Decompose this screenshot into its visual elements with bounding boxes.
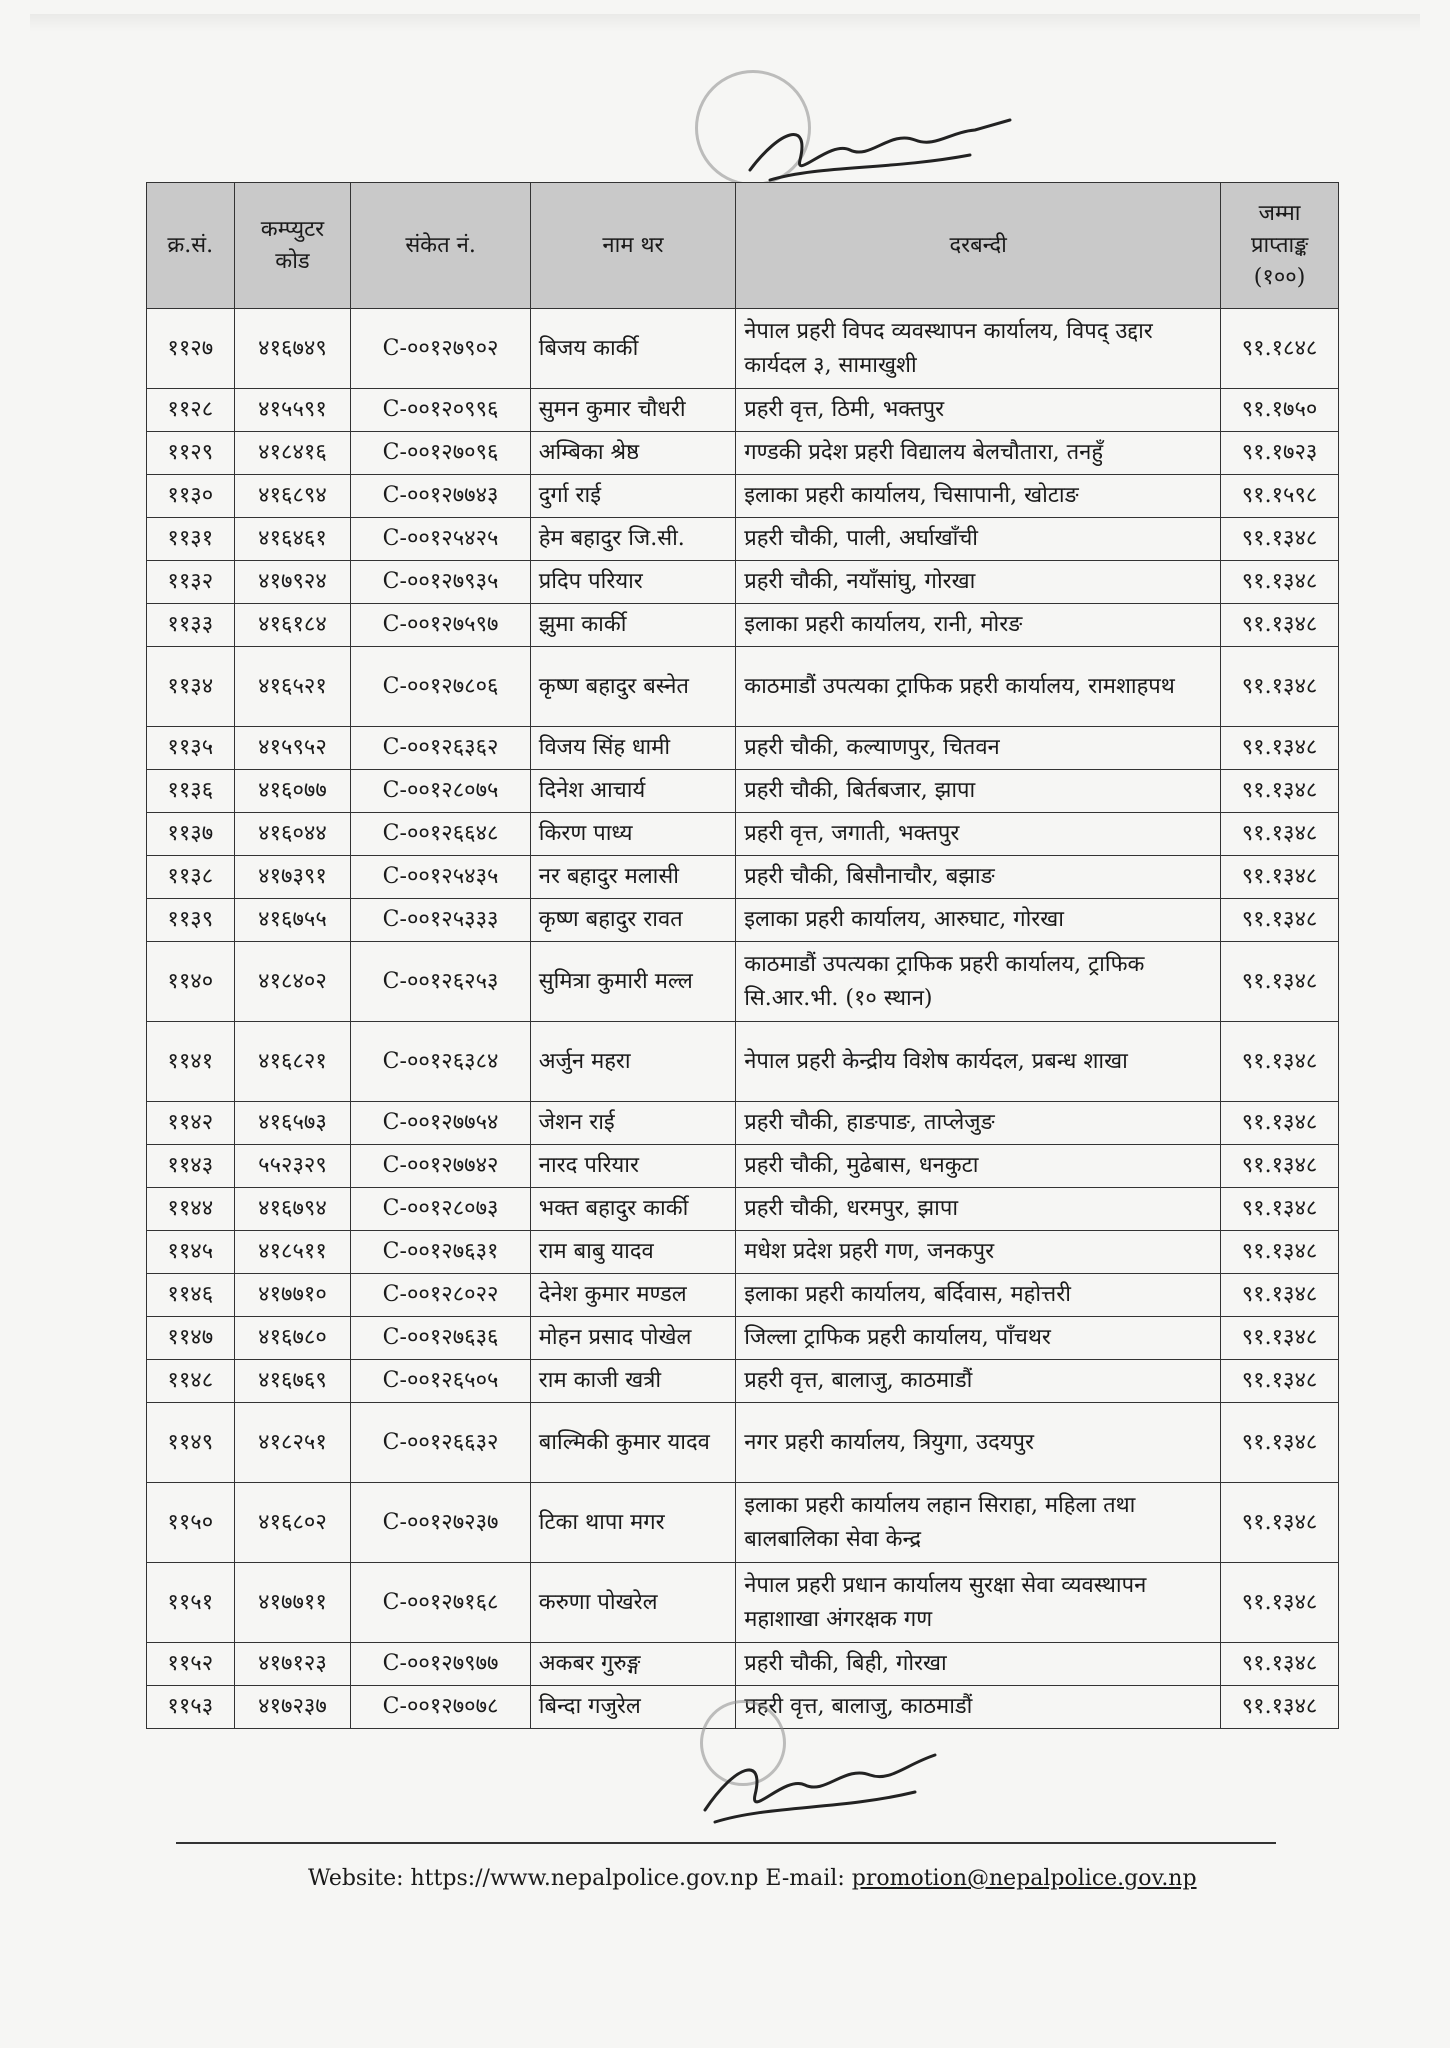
cell-full-name: बिन्दा गजुरेल bbox=[530, 1686, 735, 1729]
cell-total-score: ९१.१३४८ bbox=[1221, 1145, 1339, 1188]
header-posting: दरबन्दी bbox=[736, 183, 1221, 309]
footer-contact bbox=[308, 1866, 1197, 1891]
cell-full-name: प्रदिप परियार bbox=[530, 561, 735, 604]
cell-computer-code: ४१७१२३ bbox=[234, 1643, 351, 1686]
cell-posting: मधेश प्रदेश प्रहरी गण, जनकपुर bbox=[736, 1231, 1221, 1274]
cell-full-name: हेम बहादुर जि.सी. bbox=[530, 518, 735, 561]
cell-serial-number: ११३८ bbox=[147, 856, 235, 899]
table-row bbox=[147, 518, 1339, 561]
table-row bbox=[147, 727, 1339, 770]
footer-email-link[interactable]: promotion@nepalpolice.gov.np bbox=[851, 1866, 1197, 1891]
table-row bbox=[147, 309, 1339, 389]
cell-full-name: टिका थापा मगर bbox=[530, 1483, 735, 1563]
cell-roll-number: C-००१२७८०६ bbox=[351, 647, 530, 727]
cell-posting: नेपाल प्रहरी प्रधान कार्यालय सुरक्षा सेवा व्यवस्थापन महाशाखा अंगरक्षक गण bbox=[736, 1563, 1221, 1643]
cell-total-score: ९१.१७२३ bbox=[1221, 432, 1339, 475]
cell-computer-code: ४१६०४४ bbox=[234, 813, 351, 856]
table-row bbox=[147, 1317, 1339, 1360]
signature-top bbox=[740, 110, 1020, 190]
cell-full-name: राम बाबु यादव bbox=[530, 1231, 735, 1274]
cell-computer-code: ४१७७११ bbox=[234, 1563, 351, 1643]
cell-serial-number: ११३४ bbox=[147, 647, 235, 727]
signature-bottom bbox=[690, 1740, 950, 1830]
cell-total-score: ९१.१७५० bbox=[1221, 389, 1339, 432]
table-row bbox=[147, 1188, 1339, 1231]
cell-roll-number: C-००१२०९९६ bbox=[351, 389, 530, 432]
cell-computer-code: ४१६८०२ bbox=[234, 1483, 351, 1563]
cell-full-name: राम काजी खत्री bbox=[530, 1360, 735, 1403]
cell-computer-code: ४१८४०२ bbox=[234, 942, 351, 1022]
cell-full-name: दुर्गा राई bbox=[530, 475, 735, 518]
cell-total-score: ९१.१३४८ bbox=[1221, 727, 1339, 770]
cell-full-name: जेशन राई bbox=[530, 1102, 735, 1145]
cell-posting: गण्डकी प्रदेश प्रहरी विद्यालय बेलचौतारा, तनहुँ bbox=[736, 432, 1221, 475]
table-row bbox=[147, 770, 1339, 813]
cell-serial-number: ११५२ bbox=[147, 1643, 235, 1686]
cell-computer-code: ४१७७१० bbox=[234, 1274, 351, 1317]
cell-roll-number: C-००१२६६३२ bbox=[351, 1403, 530, 1483]
cell-full-name: विजय सिंह धामी bbox=[530, 727, 735, 770]
cell-computer-code: ४१६८९४ bbox=[234, 475, 351, 518]
cell-serial-number: ११३७ bbox=[147, 813, 235, 856]
cell-computer-code: ४१६७८० bbox=[234, 1317, 351, 1360]
table-row bbox=[147, 475, 1339, 518]
cell-full-name: नारद परियार bbox=[530, 1145, 735, 1188]
cell-posting: प्रहरी चौकी, बिही, गोरखा bbox=[736, 1643, 1221, 1686]
cell-roll-number: C-००१२५४२५ bbox=[351, 518, 530, 561]
cell-total-score: ९१.१३४८ bbox=[1221, 1686, 1339, 1729]
cell-serial-number: ११३१ bbox=[147, 518, 235, 561]
cell-roll-number: C-००१२६२५३ bbox=[351, 942, 530, 1022]
cell-posting: प्रहरी चौकी, धरमपुर, झापा bbox=[736, 1188, 1221, 1231]
cell-posting: प्रहरी चौकी, बिसौनाचौर, बझाङ bbox=[736, 856, 1221, 899]
cell-total-score: ९१.१३४८ bbox=[1221, 647, 1339, 727]
cell-roll-number: C-००१२७९०२ bbox=[351, 309, 530, 389]
cell-serial-number: ११४० bbox=[147, 942, 235, 1022]
cell-serial-number: ११४२ bbox=[147, 1102, 235, 1145]
cell-computer-code: ५५२३२९ bbox=[234, 1145, 351, 1188]
cell-total-score: ९१.१३४८ bbox=[1221, 518, 1339, 561]
header-roll-number: संकेत नं. bbox=[351, 183, 530, 309]
cell-computer-code: ४१८२५१ bbox=[234, 1403, 351, 1483]
cell-posting: नेपाल प्रहरी केन्द्रीय विशेष कार्यदल, प्रबन्ध शाखा bbox=[736, 1022, 1221, 1102]
table-row bbox=[147, 604, 1339, 647]
cell-serial-number: ११४७ bbox=[147, 1317, 235, 1360]
cell-roll-number: C-००१२७९३५ bbox=[351, 561, 530, 604]
cell-posting: इलाका प्रहरी कार्यालय लहान सिराहा, महिला तथा बालबालिका सेवा केन्द्र bbox=[736, 1483, 1221, 1563]
cell-roll-number: C-००१२८०७५ bbox=[351, 770, 530, 813]
cell-total-score: ९१.१५९८ bbox=[1221, 475, 1339, 518]
table-row bbox=[147, 856, 1339, 899]
cell-total-score: ९१.१३४८ bbox=[1221, 942, 1339, 1022]
cell-full-name: अर्जुन महरा bbox=[530, 1022, 735, 1102]
cell-total-score: ९१.१३४८ bbox=[1221, 604, 1339, 647]
cell-posting: इलाका प्रहरी कार्यालय, आरुघाट, गोरखा bbox=[736, 899, 1221, 942]
cell-computer-code: ४१६७५५ bbox=[234, 899, 351, 942]
cell-total-score: ९१.१३४८ bbox=[1221, 899, 1339, 942]
scan-edge bbox=[30, 14, 1420, 32]
cell-posting: प्रहरी चौकी, कल्याणपुर, चितवन bbox=[736, 727, 1221, 770]
cell-roll-number: C-००१२५३३३ bbox=[351, 899, 530, 942]
cell-roll-number: C-००१२६५०५ bbox=[351, 1360, 530, 1403]
cell-serial-number: ११४५ bbox=[147, 1231, 235, 1274]
cell-posting: काठमाडौं उपत्यका ट्राफिक प्रहरी कार्यालय, रामशाहपथ bbox=[736, 647, 1221, 727]
cell-computer-code: ४१५९५२ bbox=[234, 727, 351, 770]
cell-roll-number: C-००१२७७४२ bbox=[351, 1145, 530, 1188]
cell-serial-number: ११३९ bbox=[147, 899, 235, 942]
cell-posting: इलाका प्रहरी कार्यालय, रानी, मोरङ bbox=[736, 604, 1221, 647]
cell-total-score: ९१.१३४८ bbox=[1221, 1403, 1339, 1483]
cell-total-score: ९१.१३४८ bbox=[1221, 1188, 1339, 1231]
header-computer-code: कम्प्युटर कोड bbox=[234, 183, 351, 309]
cell-computer-code: ४१८४१६ bbox=[234, 432, 351, 475]
cell-total-score: ९१.१३४८ bbox=[1221, 856, 1339, 899]
header-full-name: नाम थर bbox=[530, 183, 735, 309]
cell-computer-code: ४१८५११ bbox=[234, 1231, 351, 1274]
cell-full-name: मोहन प्रसाद पोखेल bbox=[530, 1317, 735, 1360]
cell-posting: प्रहरी चौकी, हाङपाङ, ताप्लेजुङ bbox=[736, 1102, 1221, 1145]
table-row bbox=[147, 1360, 1339, 1403]
table-row bbox=[147, 1145, 1339, 1188]
cell-posting: प्रहरी वृत्त, जगाती, भक्तपुर bbox=[736, 813, 1221, 856]
cell-roll-number: C-००१२७७५४ bbox=[351, 1102, 530, 1145]
cell-full-name: बाल्मिकी कुमार यादव bbox=[530, 1403, 735, 1483]
cell-serial-number: ११२८ bbox=[147, 389, 235, 432]
cell-full-name: कृष्ण बहादुर रावत bbox=[530, 899, 735, 942]
cell-full-name: झुमा कार्की bbox=[530, 604, 735, 647]
table-row bbox=[147, 1231, 1339, 1274]
cell-total-score: ९१.१३४८ bbox=[1221, 1022, 1339, 1102]
footer-divider bbox=[176, 1842, 1276, 1844]
cell-full-name: नर बहादुर मलासी bbox=[530, 856, 735, 899]
cell-full-name: देनेश कुमार मण्डल bbox=[530, 1274, 735, 1317]
cell-computer-code: ४१६४६१ bbox=[234, 518, 351, 561]
cell-roll-number: C-००१२७५९७ bbox=[351, 604, 530, 647]
cell-roll-number: C-००१२६६४८ bbox=[351, 813, 530, 856]
cell-posting: नगर प्रहरी कार्यालय, त्रियुगा, उदयपुर bbox=[736, 1403, 1221, 1483]
cell-roll-number: C-००१२७२३७ bbox=[351, 1483, 530, 1563]
cell-computer-code: ४१६८२१ bbox=[234, 1022, 351, 1102]
cell-total-score: ९१.१८४८ bbox=[1221, 309, 1339, 389]
footer-website-label: Website: https://www.nepalpolice.gov.np E-mail: bbox=[308, 1866, 845, 1891]
cell-full-name: बिजय कार्की bbox=[530, 309, 735, 389]
cell-computer-code: ४१५५९१ bbox=[234, 389, 351, 432]
cell-serial-number: ११२९ bbox=[147, 432, 235, 475]
table-row bbox=[147, 813, 1339, 856]
cell-serial-number: ११३० bbox=[147, 475, 235, 518]
cell-serial-number: ११३३ bbox=[147, 604, 235, 647]
cell-posting: इलाका प्रहरी कार्यालय, चिसापानी, खोटाङ bbox=[736, 475, 1221, 518]
cell-roll-number: C-००१२६३६२ bbox=[351, 727, 530, 770]
cell-total-score: ९१.१३४८ bbox=[1221, 770, 1339, 813]
cell-total-score: ९१.१३४८ bbox=[1221, 1102, 1339, 1145]
cell-roll-number: C-००१२५४३५ bbox=[351, 856, 530, 899]
cell-roll-number: C-००१२८०२२ bbox=[351, 1274, 530, 1317]
cell-roll-number: C-००१२८०७३ bbox=[351, 1188, 530, 1231]
candidate-results-table bbox=[146, 182, 1339, 1729]
cell-roll-number: C-००१२७१६८ bbox=[351, 1563, 530, 1643]
cell-computer-code: ४१६७६९ bbox=[234, 1360, 351, 1403]
cell-posting: प्रहरी चौकी, बिर्तबजार, झापा bbox=[736, 770, 1221, 813]
cell-posting: इलाका प्रहरी कार्यालय, बर्दिवास, महोत्तरी bbox=[736, 1274, 1221, 1317]
cell-computer-code: ४१६०७७ bbox=[234, 770, 351, 813]
table-row bbox=[147, 1483, 1339, 1563]
cell-posting: प्रहरी चौकी, मुढेबास, धनकुटा bbox=[736, 1145, 1221, 1188]
table-row bbox=[147, 1563, 1339, 1643]
cell-roll-number: C-००१२७०७८ bbox=[351, 1686, 530, 1729]
cell-serial-number: ११४३ bbox=[147, 1145, 235, 1188]
cell-computer-code: ४१७३९१ bbox=[234, 856, 351, 899]
cell-roll-number: C-००१२७६३६ bbox=[351, 1317, 530, 1360]
cell-full-name: सुमन कुमार चौधरी bbox=[530, 389, 735, 432]
cell-serial-number: ११४९ bbox=[147, 1403, 235, 1483]
cell-serial-number: ११४६ bbox=[147, 1274, 235, 1317]
cell-total-score: ९१.१३४८ bbox=[1221, 1231, 1339, 1274]
table-row bbox=[147, 1102, 1339, 1145]
cell-serial-number: ११२७ bbox=[147, 309, 235, 389]
cell-serial-number: ११४१ bbox=[147, 1022, 235, 1102]
cell-roll-number: C-००१२६३८४ bbox=[351, 1022, 530, 1102]
cell-posting: नेपाल प्रहरी विपद व्यवस्थापन कार्यालय, विपद् उद्दार कार्यदल ३, सामाखुशी bbox=[736, 309, 1221, 389]
cell-serial-number: ११४८ bbox=[147, 1360, 235, 1403]
table-row bbox=[147, 389, 1339, 432]
cell-computer-code: ४१६५२१ bbox=[234, 647, 351, 727]
cell-computer-code: ४१६१८४ bbox=[234, 604, 351, 647]
cell-total-score: ९१.१३४८ bbox=[1221, 561, 1339, 604]
table-row bbox=[147, 1022, 1339, 1102]
cell-total-score: ९१.१३४८ bbox=[1221, 813, 1339, 856]
cell-total-score: ९१.१३४८ bbox=[1221, 1274, 1339, 1317]
cell-computer-code: ४१६७९४ bbox=[234, 1188, 351, 1231]
table-header-row bbox=[147, 183, 1339, 309]
cell-full-name: अकबर गुरुङ्ग bbox=[530, 1643, 735, 1686]
cell-posting: प्रहरी चौकी, नयाँसांघु, गोरखा bbox=[736, 561, 1221, 604]
cell-serial-number: ११५० bbox=[147, 1483, 235, 1563]
cell-posting: काठमाडौं उपत्यका ट्राफिक प्रहरी कार्यालय, ट्राफिक सि.आर.भी. (१० स्थान) bbox=[736, 942, 1221, 1022]
cell-total-score: ९१.१३४८ bbox=[1221, 1643, 1339, 1686]
table-row bbox=[147, 561, 1339, 604]
cell-posting: जिल्ला ट्राफिक प्रहरी कार्यालय, पाँचथर bbox=[736, 1317, 1221, 1360]
cell-full-name: करुणा पोखरेल bbox=[530, 1563, 735, 1643]
table-row bbox=[147, 1403, 1339, 1483]
header-total-score: जम्मा प्राप्ताङ्क (१००) bbox=[1221, 183, 1339, 309]
cell-posting: प्रहरी चौकी, पाली, अर्घाखाँची bbox=[736, 518, 1221, 561]
table-row bbox=[147, 899, 1339, 942]
table-row bbox=[147, 942, 1339, 1022]
table-row bbox=[147, 1643, 1339, 1686]
cell-posting: प्रहरी वृत्त, बालाजु, काठमाडौं bbox=[736, 1360, 1221, 1403]
cell-serial-number: ११३६ bbox=[147, 770, 235, 813]
cell-full-name: किरण पाध्य bbox=[530, 813, 735, 856]
cell-posting: प्रहरी वृत्त, बालाजु, काठमाडौं bbox=[736, 1686, 1221, 1729]
cell-total-score: ९१.१३४८ bbox=[1221, 1317, 1339, 1360]
cell-roll-number: C-००१२७९७७ bbox=[351, 1643, 530, 1686]
cell-serial-number: ११५१ bbox=[147, 1563, 235, 1643]
cell-full-name: भक्त बहादुर कार्की bbox=[530, 1188, 735, 1231]
cell-serial-number: ११४४ bbox=[147, 1188, 235, 1231]
cell-serial-number: ११३२ bbox=[147, 561, 235, 604]
cell-computer-code: ४१७९२४ bbox=[234, 561, 351, 604]
header-serial-number: क्र.सं. bbox=[147, 183, 235, 309]
cell-serial-number: ११५३ bbox=[147, 1686, 235, 1729]
cell-roll-number: C-००१२७०९६ bbox=[351, 432, 530, 475]
cell-serial-number: ११३५ bbox=[147, 727, 235, 770]
cell-computer-code: ४१७२३७ bbox=[234, 1686, 351, 1729]
cell-full-name: अम्बिका श्रेष्ठ bbox=[530, 432, 735, 475]
cell-full-name: कृष्ण बहादुर बस्नेत bbox=[530, 647, 735, 727]
table-row bbox=[147, 1274, 1339, 1317]
cell-roll-number: C-००१२७६३१ bbox=[351, 1231, 530, 1274]
cell-computer-code: ४१६५७३ bbox=[234, 1102, 351, 1145]
cell-total-score: ९१.१३४८ bbox=[1221, 1563, 1339, 1643]
table-row bbox=[147, 432, 1339, 475]
table-row bbox=[147, 647, 1339, 727]
cell-roll-number: C-००१२७७४३ bbox=[351, 475, 530, 518]
cell-full-name: सुमित्रा कुमारी मल्ल bbox=[530, 942, 735, 1022]
cell-total-score: ९१.१३४८ bbox=[1221, 1360, 1339, 1403]
cell-total-score: ९१.१३४८ bbox=[1221, 1483, 1339, 1563]
cell-posting: प्रहरी वृत्त, ठिमी, भक्तपुर bbox=[736, 389, 1221, 432]
cell-full-name: दिनेश आचार्य bbox=[530, 770, 735, 813]
cell-computer-code: ४१६७४९ bbox=[234, 309, 351, 389]
